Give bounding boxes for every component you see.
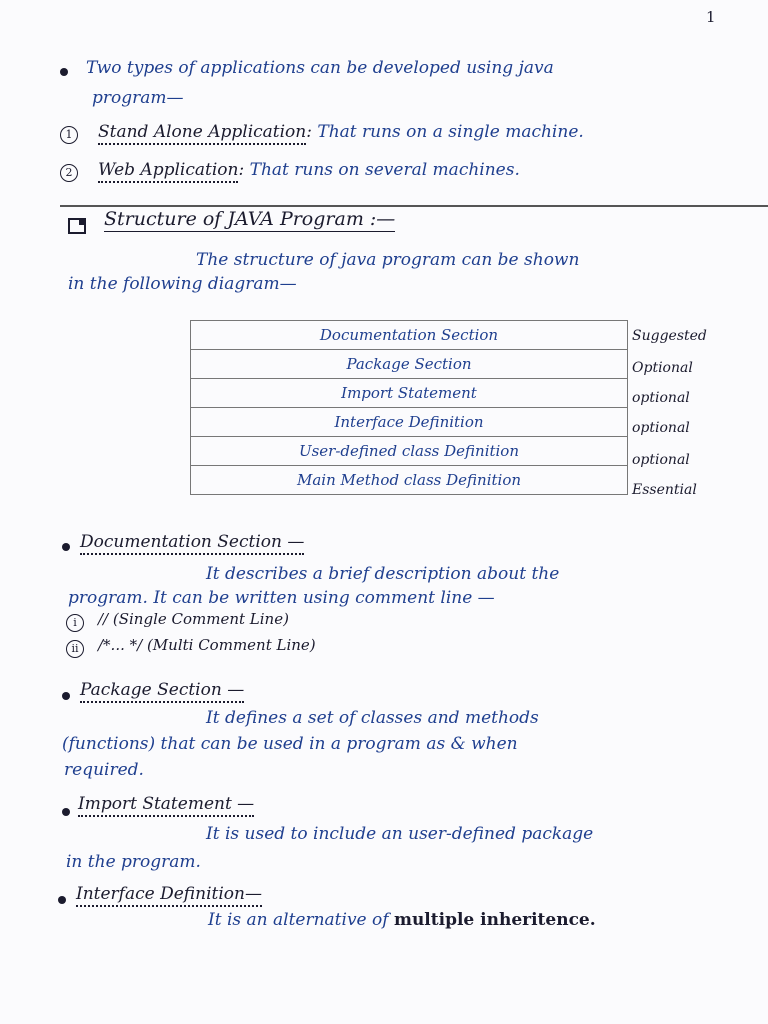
- structure-desc-line-2: in the following diagram—: [68, 274, 297, 294]
- documentation-heading: Documentation Section —: [80, 532, 304, 555]
- item-title: Web Application: [98, 160, 238, 183]
- documentation-line-1: It describes a brief description about the: [206, 564, 560, 584]
- interface-line-1: [208, 910, 596, 930]
- status-label: optional: [632, 420, 690, 436]
- import-line-1: It is used to include an user-defined package: [206, 824, 594, 844]
- bullet: [58, 896, 66, 904]
- import-line-2: in the program.: [66, 852, 201, 872]
- section-divider: [60, 205, 768, 207]
- package-line-2: (functions) that can be used in a program as & when: [62, 734, 518, 754]
- table-cell: Import Statement: [191, 379, 628, 408]
- interface-heading: Interface Definition—: [76, 884, 262, 907]
- roman-badge-i: i: [66, 614, 84, 632]
- package-line-3: required.: [64, 760, 144, 780]
- intro-item-2: [98, 160, 520, 180]
- import-heading: Import Statement —: [78, 794, 254, 817]
- comment-item-2: /*... */ (Multi Comment Line): [98, 636, 316, 654]
- table-cell: User-defined class Definition: [191, 437, 628, 466]
- status-label: optional: [632, 452, 690, 468]
- comment-item-1: // (Single Comment Line): [98, 610, 289, 628]
- intro-line-1: Two types of applications can be developed using java: [86, 58, 554, 78]
- status-label: Optional: [632, 360, 693, 376]
- table-row: [191, 437, 628, 466]
- table-row: [191, 379, 628, 408]
- documentation-line-2: program. It can be written using comment line —: [68, 588, 495, 608]
- status-label: Essential: [632, 482, 697, 498]
- table-row: [191, 466, 628, 495]
- interface-emphasis: multiple inheritence.: [393, 910, 596, 930]
- item-description: That runs on several machines.: [249, 160, 520, 180]
- item-description: That runs on a single machine.: [317, 122, 584, 142]
- structure-heading: Structure of JAVA Program :—: [104, 208, 396, 230]
- item-separator: :: [238, 160, 245, 180]
- number-badge-2: 2: [60, 164, 78, 182]
- table-row: [191, 408, 628, 437]
- bullet: [62, 543, 70, 551]
- intro-item-1: [98, 122, 584, 142]
- table-cell: Interface Definition: [191, 408, 628, 437]
- status-label: optional: [632, 390, 690, 406]
- box-bullet-icon: [68, 218, 86, 234]
- table-cell: Main Method class Definition: [191, 466, 628, 495]
- bullet: [62, 692, 70, 700]
- roman-badge-ii: ii: [66, 640, 84, 658]
- item-title: Stand Alone Application: [98, 122, 306, 145]
- table-cell: Documentation Section: [191, 321, 628, 350]
- page-number: 1: [706, 8, 716, 26]
- bullet: [62, 808, 70, 816]
- table-cell: Package Section: [191, 350, 628, 379]
- intro-line-2: program—: [92, 88, 184, 108]
- status-label: Suggested: [632, 328, 707, 344]
- table-row: [191, 321, 628, 350]
- structure-diagram: [190, 320, 628, 495]
- interface-text: It is an alternative of: [208, 910, 389, 930]
- item-separator: :: [306, 122, 312, 142]
- number-badge-1: 1: [60, 126, 78, 144]
- table-row: [191, 350, 628, 379]
- package-heading: Package Section —: [80, 680, 244, 703]
- bullet: [60, 68, 68, 76]
- structure-desc-line-1: The structure of java program can be shown: [196, 250, 580, 270]
- package-line-1: It defines a set of classes and methods: [206, 708, 539, 728]
